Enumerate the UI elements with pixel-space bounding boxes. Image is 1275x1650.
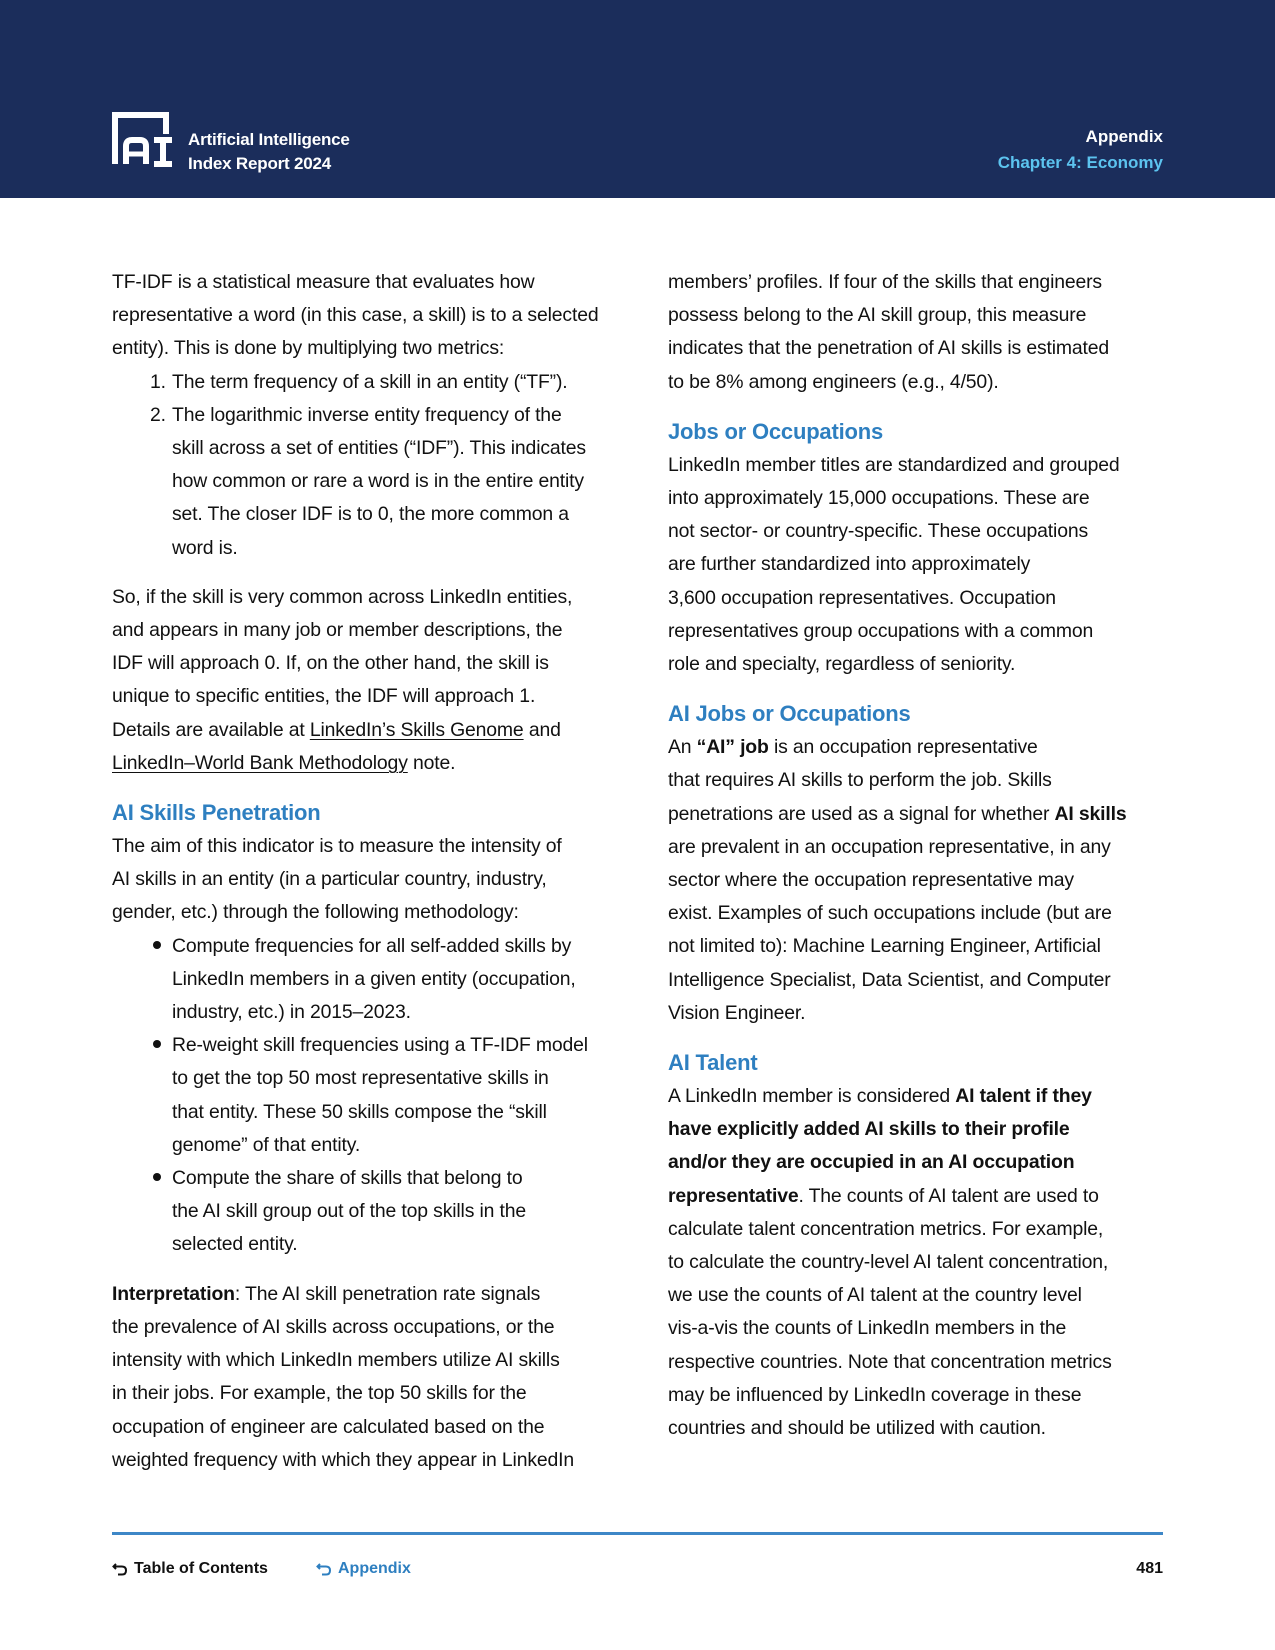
- list-item: Compute the share of skills that belong to: [172, 1167, 523, 1190]
- idf-explanation: So, if the skill is very common across LinkedIn entities, and appears in many job or member descriptions, the IDF will approach 0. If, on the other hand, the skill is unique to specific entities, the IDF will approach 1. Details are available at LinkedIn’s Skills Genome and LinkedIn–World Bank Methodology note.: [112, 585, 573, 774]
- list-item: Re-weight skill frequencies using a TF-IDF model: [172, 1034, 588, 1057]
- section-info: [998, 124, 1163, 176]
- interpretation-continued: members’ profiles. If four of the skills that engineers possess belong to the AI skill group, this measure indicates that the penetration of AI skills is estimated to be 8% among engineers (e.g., 4/50).: [668, 271, 1110, 393]
- ai-talent-text: A LinkedIn member is considered AI talent if they have explicitly added AI skills to their profile and/or they are occupied in an AI occupation representative. The counts of AI talent are used to calculate talent concentration metrics. For example, to calculate the country-level AI talent concentration, we use the counts of AI talent at the country level vis-a-vis the counts of LinkedIn members in the respective countries. Note that concentration metrics may be influenced by LinkedIn coverage in these countries and should be utilized with caution.: [668, 1085, 1112, 1440]
- brand-title: [188, 128, 350, 176]
- skills-intro: The aim of this indicator is to measure the intensity of AI skills in an entity (in a particular country, industry, gender, etc.) through the following methodology:: [112, 835, 562, 924]
- tfidf-intro: TF-IDF is a statistical measure that evaluates how representative a word (in this case, a skill) is to a selected entity). This is done by multiplying two metrics:: [112, 271, 599, 360]
- table-of-contents-link[interactable]: Table of Contents: [112, 1557, 268, 1581]
- methodology-bullets: Compute frequencies for all self-added skills by LinkedIn members in a given entity (occupation, industry, etc.) in 2015–2023. Re-weight skill frequencies using a TF-IDF model to get the top 50 most representative skills in that entity. These 50 skills compose the “skill genome” of that entity. Compute the share of skills that belong to the AI skill group out of the top skills in the selected entity.: [112, 930, 632, 1262]
- skills-genome-link[interactable]: LinkedIn’s Skills Genome: [309, 718, 524, 741]
- ai-talent-heading: AI Talent: [668, 1050, 758, 1076]
- list-item: 2. The logarithmic inverse entity frequency of the: [150, 403, 562, 426]
- chapter-label: Chapter 4: Economy: [997, 153, 1163, 172]
- appendix-link[interactable]: Appendix: [316, 1557, 411, 1581]
- world-bank-methodology-link[interactable]: LinkedIn–World Bank Methodology: [112, 751, 408, 774]
- jobs-occupations-text: LinkedIn member titles are standardized and grouped into approximately 15,000 occupations. These are not sector- or country-specific. These occupations are further standardized into approximately 3,600 occupation representatives. Occupation representatives group occupations with a common role and specialty, regardless of seniority.: [668, 453, 1120, 676]
- jobs-occupations-heading: Jobs or Occupations: [668, 418, 884, 444]
- ai-skills-penetration-heading: AI Skills Penetration: [112, 800, 321, 826]
- footer-divider: [112, 1532, 1163, 1535]
- right-column: [668, 266, 1188, 1445]
- list-item: Compute frequencies for all self-added skills by: [172, 934, 572, 957]
- tfidf-list: 1. The term frequency of a skill in an entity (“TF”). 2. The logarithmic inverse entity frequency of the skill across a set of entities (“IDF”). This indicates how common or rare a word is in the entire entity set. The closer IDF is to 0, the more common a word is.: [112, 366, 632, 565]
- section-label: Appendix: [1085, 127, 1163, 146]
- page-footer: [112, 1557, 1163, 1581]
- list-item: 1. The term frequency of a skill in an entity (“TF”).: [150, 370, 568, 393]
- left-column: [112, 266, 632, 1477]
- return-arrow-icon: [112, 1561, 128, 1577]
- ai-jobs-text: An “AI” job is an occupation representative that requires AI skills to perform the job. Skills penetrations are used as a signal for whether AI skills are prevalent in an occupation representative, in any sector where the occupation representative may exist. Examples of such occupations include (but are not limited to): Machine Learning Engineer, Artificial Intelligence Specialist, Data Scientist, and Computer Vision Engineer.: [668, 736, 1127, 1024]
- return-arrow-icon: [316, 1561, 332, 1577]
- page-number: 481: [1136, 1560, 1163, 1577]
- brand-line-1: Artificial Intelligence: [188, 130, 350, 149]
- ai-index-logo-icon: [112, 112, 174, 168]
- page-header: [0, 0, 1275, 198]
- brand-line-2: Index Report 2024: [188, 154, 332, 173]
- interpretation-paragraph: Interpretation: The AI skill penetration rate signals the prevalence of AI skills across occupations, or the intensity with which LinkedIn members utilize AI skills in their jobs. For example, the top 50 skills for the occupation of engineer are calculated based on the weighted frequency with which they appear in LinkedIn: [112, 1282, 575, 1471]
- ai-jobs-heading: AI Jobs or Occupations: [668, 701, 911, 727]
